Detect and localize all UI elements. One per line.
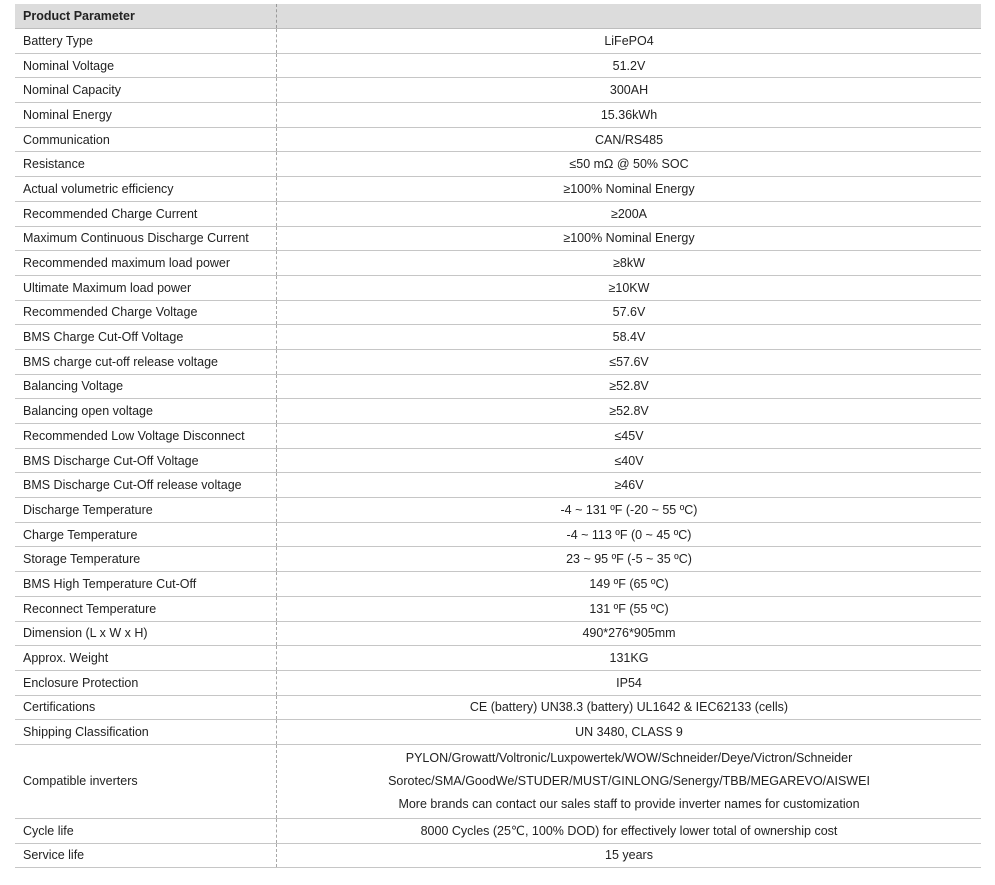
table-row [15, 572, 981, 597]
row-value: 58.4V [612, 330, 646, 345]
table-row [15, 523, 981, 548]
table-row [15, 227, 981, 252]
row-value: 51.2V [612, 58, 646, 73]
row-label: Service life [15, 844, 277, 868]
table-row [15, 622, 981, 647]
row-value: ≥10KW [608, 280, 650, 295]
table-row [15, 375, 981, 400]
table-row [15, 103, 981, 128]
table-row [15, 547, 981, 572]
row-label: BMS High Temperature Cut-Off [15, 572, 277, 596]
row-label: Balancing open voltage [15, 399, 277, 423]
row-label: Reconnect Temperature [15, 597, 277, 621]
table-row [15, 671, 981, 696]
table-header [15, 4, 981, 29]
table-row [15, 449, 981, 474]
table-row [15, 29, 981, 54]
row-value: ≤50 mΩ @ 50% SOC [569, 157, 689, 172]
row-value: ≥200A [610, 206, 648, 221]
table-row [15, 819, 981, 844]
row-label: BMS charge cut-off release voltage [15, 350, 277, 374]
row-value: 300AH [609, 83, 649, 98]
table-row [15, 473, 981, 498]
row-value: 490*276*905mm [582, 626, 676, 641]
row-label: Dimension (L x W x H) [15, 622, 277, 646]
table-row [15, 276, 981, 301]
row-value: ≤45V [614, 428, 644, 443]
row-value: ≤40V [614, 453, 644, 468]
row-label: Approx. Weight [15, 646, 277, 670]
row-value: CE (battery) UN38.3 (battery) UL1642 & IEC62133 (cells) [469, 700, 789, 715]
row-label: Recommended Charge Voltage [15, 301, 277, 325]
table-header-title: Product Parameter [15, 4, 277, 28]
table-row [15, 424, 981, 449]
row-label: Balancing Voltage [15, 375, 277, 399]
row-value: 15 years [605, 848, 653, 863]
table-body [15, 29, 981, 745]
row-label: Cycle life [15, 819, 277, 843]
row-label: Ultimate Maximum load power [15, 276, 277, 300]
table-row [15, 128, 981, 153]
row-value: ≤57.6V [609, 354, 649, 369]
row-value: 15.36kWh [600, 107, 658, 122]
row-label: BMS Discharge Cut-Off Voltage [15, 449, 277, 473]
row-label: Compatible inverters [15, 745, 277, 818]
row-label: Battery Type [15, 29, 277, 53]
row-label: Communication [15, 128, 277, 152]
table-row [15, 597, 981, 622]
row-value-line: PYLON/Growatt/Voltronic/Luxpowertek/WOW/Schneider/Deye/Victron/Schneider [405, 751, 853, 766]
table-row [15, 696, 981, 721]
row-value: CAN/RS485 [594, 132, 664, 147]
table-row [15, 54, 981, 79]
row-value: -4 ~ 113 ºF (0 ~ 45 ºC) [566, 527, 692, 542]
row-value: 131 ºF (55 ºC) [589, 601, 669, 616]
table-row [15, 177, 981, 202]
row-value: ≥8kW [613, 256, 645, 271]
row-value: IP54 [616, 675, 642, 690]
row-label: Resistance [15, 152, 277, 176]
table-row [15, 646, 981, 671]
row-value: 149 ºF (65 ºC) [589, 576, 669, 591]
table-row [15, 350, 981, 375]
row-label: Recommended Low Voltage Disconnect [15, 424, 277, 448]
table-row [15, 251, 981, 276]
table-row [15, 720, 981, 745]
table-row [15, 399, 981, 424]
row-value: ≥52.8V [609, 404, 649, 419]
row-label: Storage Temperature [15, 547, 277, 571]
row-label: Discharge Temperature [15, 498, 277, 522]
row-label: Shipping Classification [15, 720, 277, 744]
row-value: -4 ~ 131 ºF (-20 ~ 55 ºC) [560, 502, 698, 517]
row-label: BMS Discharge Cut-Off release voltage [15, 473, 277, 497]
row-label: Recommended Charge Current [15, 202, 277, 226]
row-value-line: More brands can contact our sales staff to provide inverter names for customization [398, 797, 860, 812]
spec-table [15, 4, 981, 868]
table-row [15, 202, 981, 227]
row-label: Nominal Capacity [15, 78, 277, 102]
row-label: BMS Charge Cut-Off Voltage [15, 325, 277, 349]
row-value [277, 745, 981, 818]
row-value: ≥46V [614, 478, 644, 493]
row-label: Charge Temperature [15, 523, 277, 547]
row-value: 23 ~ 95 ºF (-5 ~ 35 ºC) [566, 552, 692, 567]
row-value: 57.6V [612, 305, 646, 320]
row-value: ≥100% Nominal Energy [563, 181, 695, 196]
table-row [15, 498, 981, 523]
row-value: 8000 Cycles (25℃, 100% DOD) for effectively lower total of ownership cost [420, 824, 838, 839]
table-row [15, 301, 981, 326]
table-row [15, 78, 981, 103]
row-label: Certifications [15, 696, 277, 720]
table-tail [15, 819, 981, 868]
row-value: UN 3480, CLASS 9 [575, 725, 683, 740]
row-label: Recommended maximum load power [15, 251, 277, 275]
row-value: ≥100% Nominal Energy [563, 231, 695, 246]
row-label: Actual volumetric efficiency [15, 177, 277, 201]
table-row [15, 152, 981, 177]
row-label: Nominal Voltage [15, 54, 277, 78]
row-value-line: Sorotec/SMA/GoodWe/STUDER/MUST/GINLONG/Senergy/TBB/MEGAREVO/AISWEI [388, 774, 870, 789]
row-value: LiFePO4 [604, 33, 654, 48]
row-value: ≥52.8V [609, 379, 649, 394]
table-row [15, 844, 981, 869]
row-label: Nominal Energy [15, 103, 277, 127]
table-row-compatible-inverters [15, 745, 981, 819]
row-label: Enclosure Protection [15, 671, 277, 695]
table-row [15, 325, 981, 350]
row-label: Maximum Continuous Discharge Current [15, 227, 277, 251]
row-value: 131KG [609, 651, 649, 666]
